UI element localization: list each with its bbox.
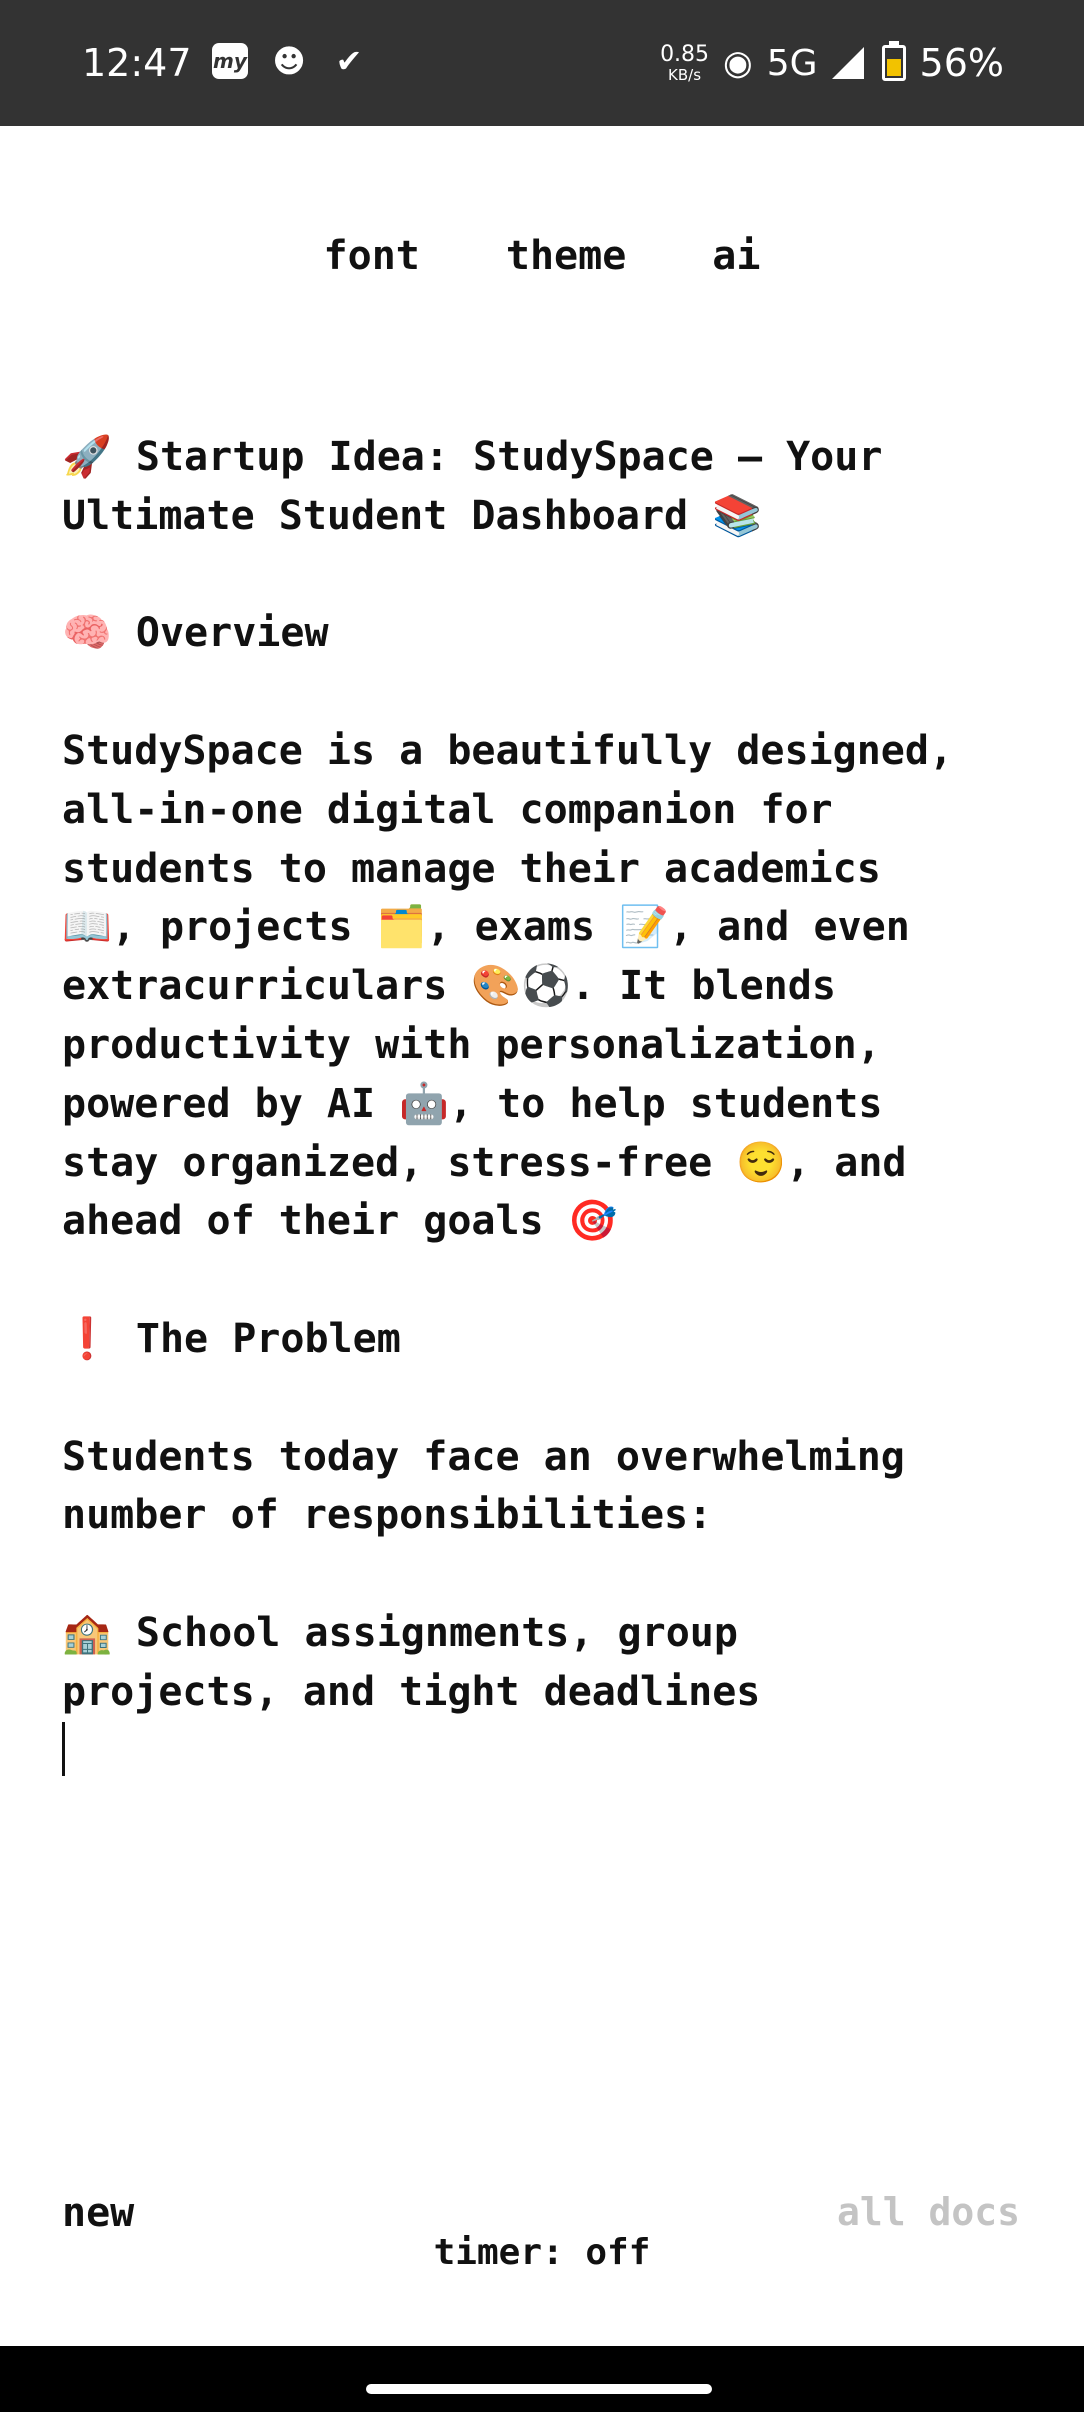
document-line: students to manage their academics [62,845,881,892]
document-line: number of responsibilities: [62,1492,713,1539]
navigation-bar [0,2346,1084,2412]
document-line [62,546,1032,605]
top-menu [0,226,1084,286]
document-line: productivity with personalization, [62,1021,881,1068]
status-bar [0,0,1084,126]
text-cursor [62,1722,65,1776]
battery-icon [882,45,906,81]
system-icons [660,34,1004,92]
document-editor[interactable] [62,428,1032,1780]
document-line: 🏫 School assignments, group [62,1609,738,1656]
document-line: ❗ The Problem [62,1315,401,1362]
tasks-check-icon: ✔ [335,42,363,80]
home-gesture-handle[interactable] [366,2384,712,2394]
network-speed-value: 0.85 [660,41,710,67]
document-line [62,663,1032,722]
document-line: stay organized, stress-free 😌, and [62,1139,907,1186]
document-line: ahead of their goals 🎯 [62,1198,618,1245]
network-speed [660,41,710,84]
document-line: projects, and tight deadlines [62,1668,761,1715]
hotspot-icon: ◉ [723,43,753,83]
document-line: 📖, projects 🗂️, exams 📝, and even [62,904,910,951]
all-docs-button[interactable]: all docs [836,2190,1020,2234]
font-menu-button[interactable]: font [323,233,420,279]
timer-toggle[interactable]: timer: off [433,2232,651,2273]
status-time: 12:47 [82,41,192,85]
document-line: 🧠 Overview [62,610,329,657]
reddit-icon: ☻ [272,42,306,80]
document-line: extracurriculars 🎨⚽. It blends [62,963,836,1010]
document-line: Students today face an overwhelming [62,1433,905,1480]
notification-icons [212,42,368,80]
document-line [62,1251,1032,1310]
document-line: all-in-one digital companion for [62,786,833,833]
battery-percent: 56% [919,41,1004,85]
document-cursor-line [62,1722,1032,1781]
new-document-button[interactable]: new [62,2190,135,2236]
document-line [62,1369,1032,1428]
ai-menu-button[interactable]: ai [712,233,761,279]
makemytrip-icon: my [212,43,248,79]
network-type: 5G [766,42,818,84]
document-line: StudySpace is a beautifully designed, [62,727,954,774]
network-speed-unit: KB/s [668,65,702,84]
theme-menu-button[interactable]: theme [505,233,627,279]
signal-icon [832,47,864,79]
document-line [62,1545,1032,1604]
document-line: 🚀 Startup Idea: StudySpace – Your [62,434,883,480]
document-line: Ultimate Student Dashboard 📚 [62,492,763,539]
document-line: powered by AI 🤖, to help students [62,1080,883,1127]
